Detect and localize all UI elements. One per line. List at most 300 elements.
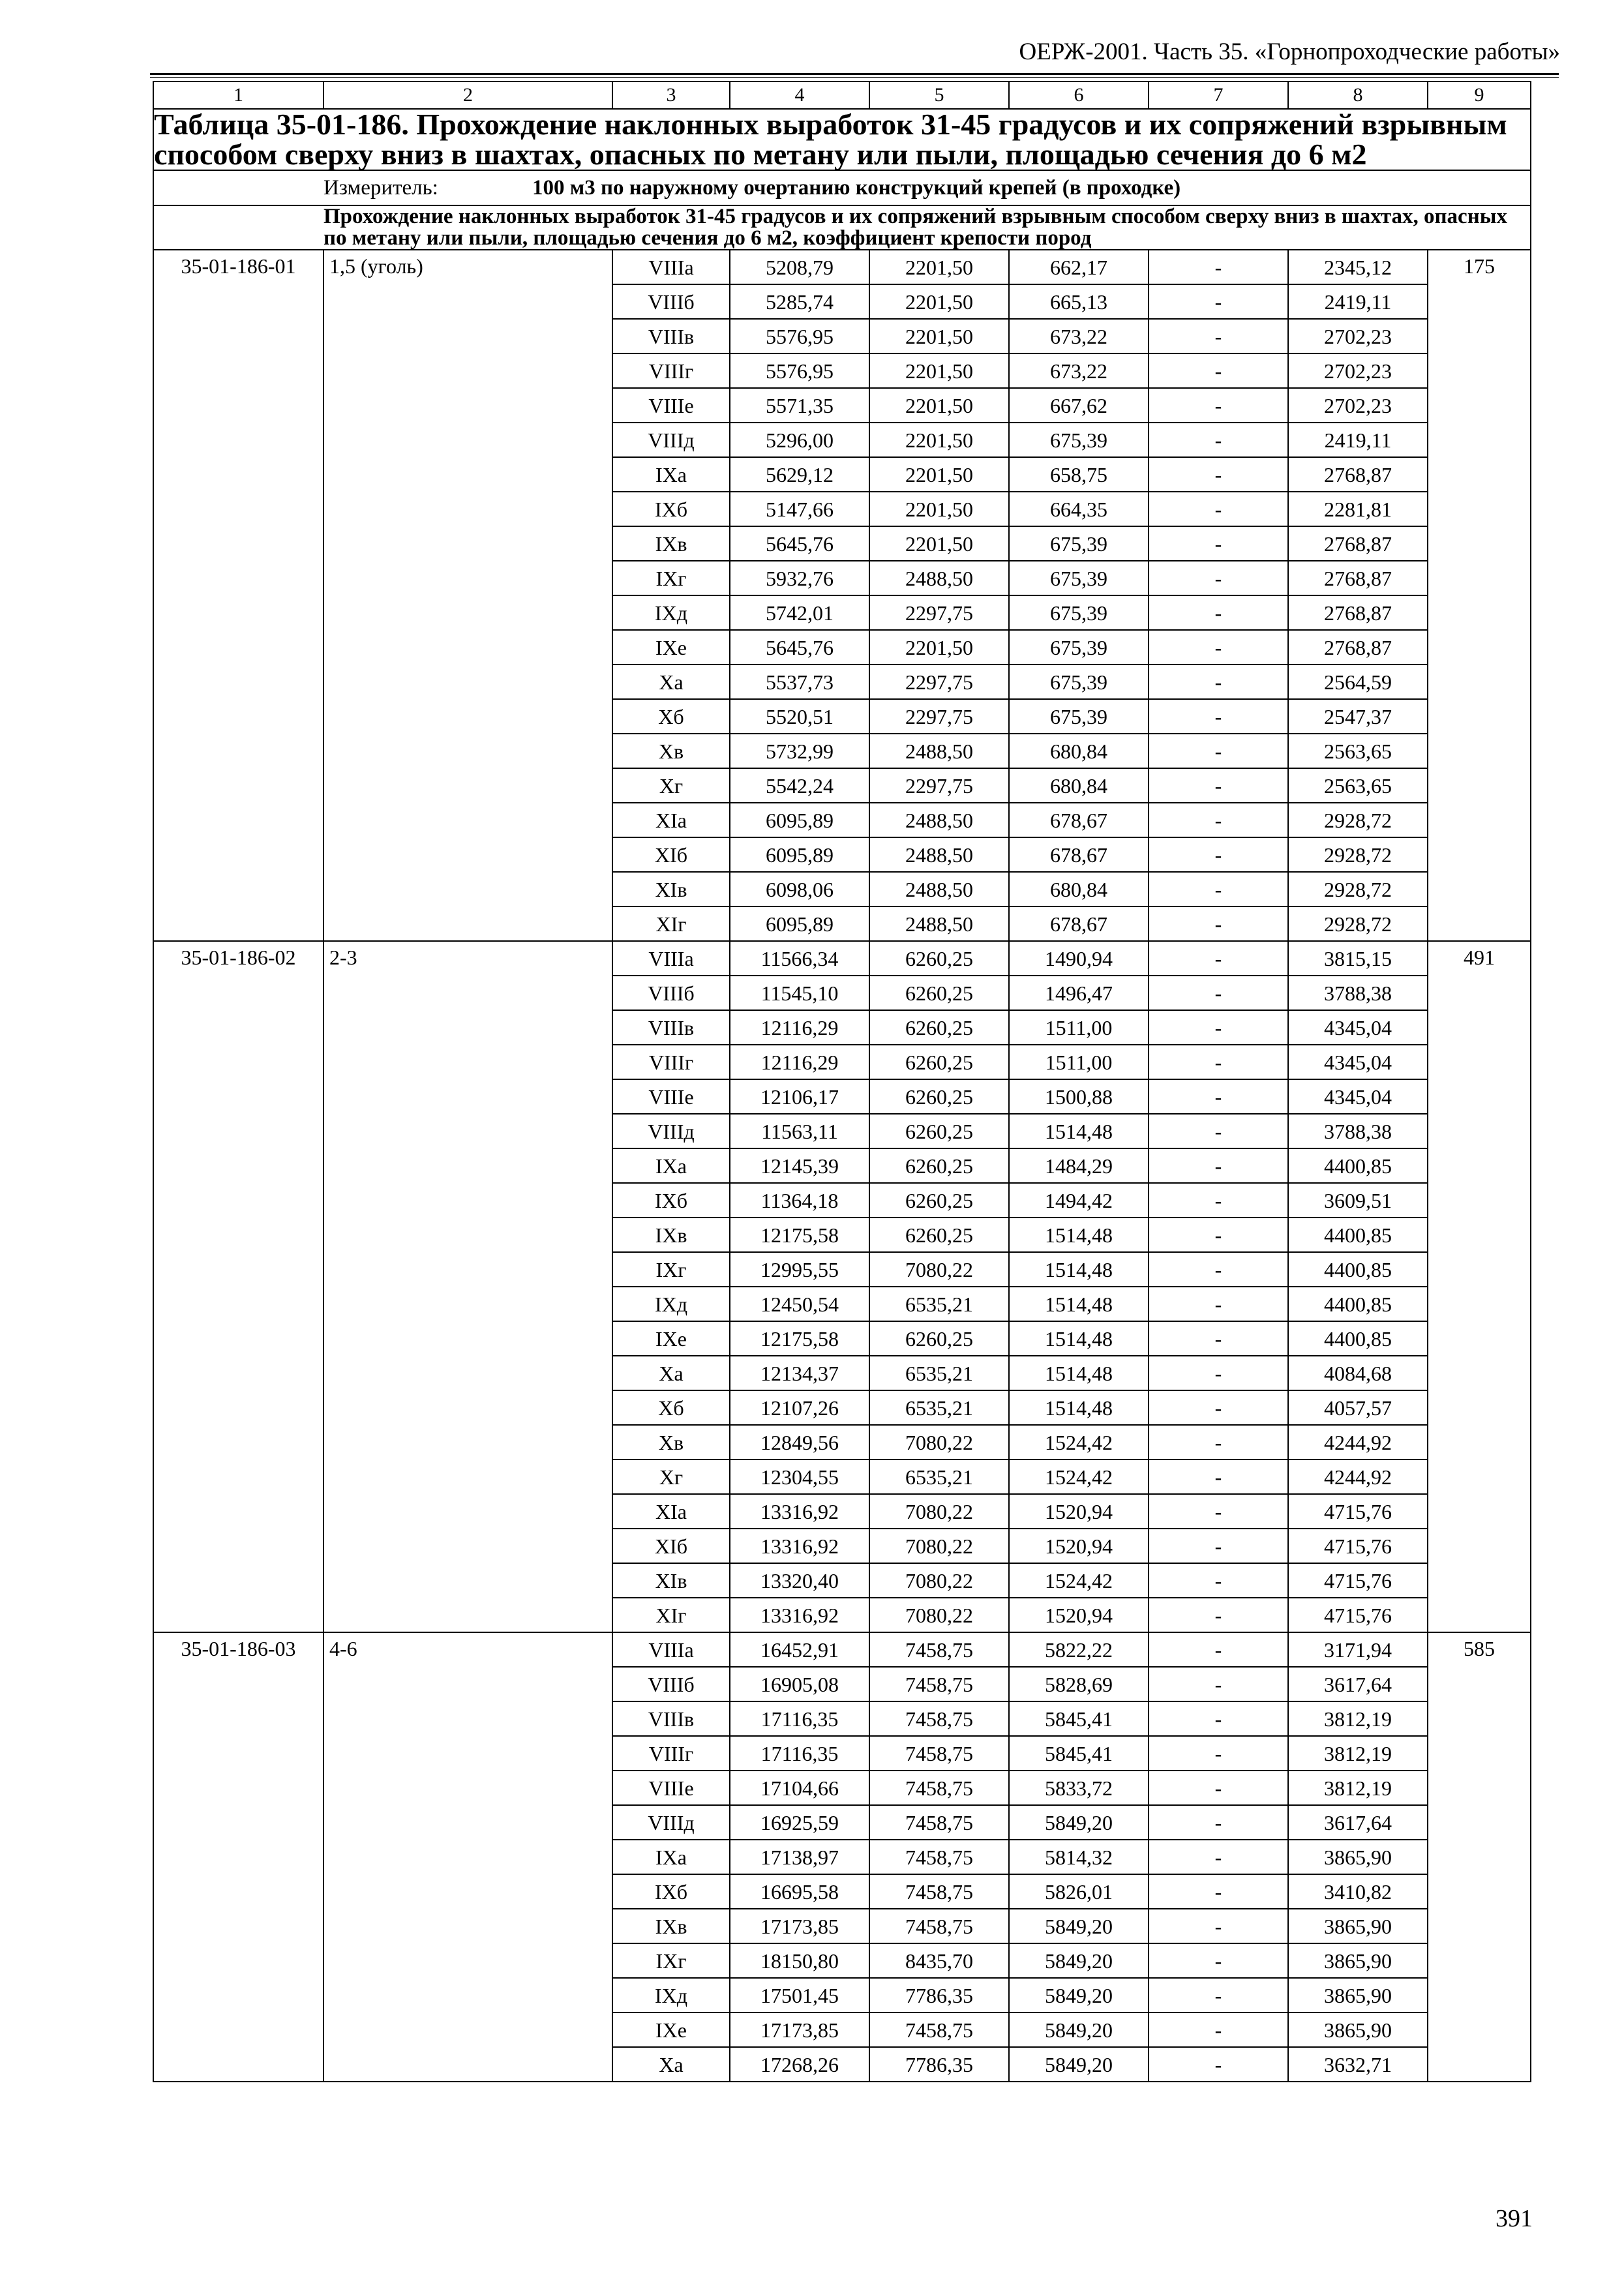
driver-wages-cell: - — [1149, 388, 1288, 423]
materials-cell: 2419,11 — [1288, 423, 1428, 457]
wages-cell: 7458,75 — [869, 1667, 1009, 1701]
wages-cell: 7458,75 — [869, 1736, 1009, 1771]
direct-costs-cell: 13316,92 — [730, 1598, 869, 1632]
direct-costs-cell: 11563,11 — [730, 1114, 869, 1148]
wages-cell: 2488,50 — [869, 906, 1009, 941]
materials-cell: 2768,87 — [1288, 457, 1428, 492]
direct-costs-cell: 12116,29 — [730, 1010, 869, 1045]
materials-cell: 2563,65 — [1288, 768, 1428, 803]
category-cell: IXе — [612, 630, 730, 665]
machines-cell: 1514,48 — [1009, 1218, 1149, 1252]
wages-cell: 2297,75 — [869, 665, 1009, 699]
driver-wages-cell: - — [1149, 803, 1288, 837]
materials-cell: 4400,85 — [1288, 1287, 1428, 1321]
materials-cell: 3632,71 — [1288, 2047, 1428, 2082]
wages-cell: 6535,21 — [869, 1459, 1009, 1494]
direct-costs-cell: 13316,92 — [730, 1529, 869, 1563]
direct-costs-cell: 5742,01 — [730, 595, 869, 630]
direct-costs-cell: 5208,79 — [730, 250, 869, 284]
direct-costs-cell: 17173,85 — [730, 2012, 869, 2047]
materials-cell: 3865,90 — [1288, 1978, 1428, 2012]
column-number: 1 — [153, 82, 323, 109]
direct-costs-cell: 17501,45 — [730, 1978, 869, 2012]
materials-cell: 4244,92 — [1288, 1459, 1428, 1494]
subtitle-spacer — [153, 205, 323, 250]
category-cell: Xг — [612, 1459, 730, 1494]
wages-cell: 2297,75 — [869, 768, 1009, 803]
driver-wages-cell: - — [1149, 768, 1288, 803]
direct-costs-cell: 17116,35 — [730, 1736, 869, 1771]
wages-cell: 6260,25 — [869, 1148, 1009, 1183]
materials-cell: 3865,90 — [1288, 1943, 1428, 1978]
materials-cell: 4715,76 — [1288, 1494, 1428, 1529]
table-row — [153, 250, 1531, 284]
materials-cell: 2928,72 — [1288, 837, 1428, 872]
category-cell: VIIIе — [612, 1079, 730, 1114]
wages-cell: 2201,50 — [869, 353, 1009, 388]
machines-cell: 1511,00 — [1009, 1045, 1149, 1079]
category-cell: IXд — [612, 1978, 730, 2012]
category-cell: VIIIе — [612, 388, 730, 423]
machines-cell: 1484,29 — [1009, 1148, 1149, 1183]
materials-cell: 3815,15 — [1288, 941, 1428, 976]
driver-wages-cell: - — [1149, 1494, 1288, 1529]
machines-cell: 680,84 — [1009, 872, 1149, 906]
category-cell: IXв — [612, 1909, 730, 1943]
category-cell: VIIIг — [612, 353, 730, 388]
driver-wages-cell: - — [1149, 872, 1288, 906]
driver-wages-cell: - — [1149, 941, 1288, 976]
machines-cell: 673,22 — [1009, 353, 1149, 388]
driver-wages-cell: - — [1149, 1909, 1288, 1943]
driver-wages-cell: - — [1149, 1598, 1288, 1632]
wages-cell: 6260,25 — [869, 1321, 1009, 1356]
wages-cell: 6535,21 — [869, 1356, 1009, 1390]
direct-costs-cell: 5932,76 — [730, 561, 869, 595]
table-row — [153, 941, 1531, 976]
machines-cell: 5849,20 — [1009, 1943, 1149, 1978]
wages-cell: 6260,25 — [869, 1010, 1009, 1045]
machines-cell: 1514,48 — [1009, 1321, 1149, 1356]
materials-cell: 2702,23 — [1288, 319, 1428, 353]
materials-cell: 3812,19 — [1288, 1771, 1428, 1805]
rate-code: 35-01-186-01 — [153, 250, 323, 941]
direct-costs-cell: 5571,35 — [730, 388, 869, 423]
materials-cell: 3609,51 — [1288, 1183, 1428, 1218]
measure-line — [153, 170, 1531, 205]
direct-costs-cell: 12175,58 — [730, 1321, 869, 1356]
materials-cell: 3788,38 — [1288, 1114, 1428, 1148]
materials-cell: 3171,94 — [1288, 1632, 1428, 1667]
driver-wages-cell: - — [1149, 1736, 1288, 1771]
category-cell: VIIIб — [612, 1667, 730, 1701]
wages-cell: 6260,25 — [869, 941, 1009, 976]
labor-cost: 175 — [1428, 250, 1531, 941]
wages-cell: 7080,22 — [869, 1252, 1009, 1287]
direct-costs-cell: 17138,97 — [730, 1840, 869, 1874]
materials-cell: 2768,87 — [1288, 595, 1428, 630]
category-cell: IXв — [612, 526, 730, 561]
wages-cell: 2297,75 — [869, 595, 1009, 630]
wages-cell: 7080,22 — [869, 1425, 1009, 1459]
machines-cell: 1514,48 — [1009, 1356, 1149, 1390]
materials-cell: 2928,72 — [1288, 803, 1428, 837]
materials-cell: 3617,64 — [1288, 1667, 1428, 1701]
machines-cell: 5814,32 — [1009, 1840, 1149, 1874]
machines-cell: 680,84 — [1009, 768, 1149, 803]
wages-cell: 6260,25 — [869, 1218, 1009, 1252]
machines-cell: 1511,00 — [1009, 1010, 1149, 1045]
machines-cell: 675,39 — [1009, 423, 1149, 457]
category-cell: VIIIг — [612, 1736, 730, 1771]
category-cell: IXд — [612, 595, 730, 630]
category-cell: XIб — [612, 837, 730, 872]
materials-cell: 2345,12 — [1288, 250, 1428, 284]
direct-costs-cell: 5576,95 — [730, 353, 869, 388]
direct-costs-cell: 5542,24 — [730, 768, 869, 803]
driver-wages-cell: - — [1149, 423, 1288, 457]
category-cell: VIIIа — [612, 250, 730, 284]
materials-cell: 4345,04 — [1288, 1010, 1428, 1045]
machines-cell: 678,67 — [1009, 906, 1149, 941]
driver-wages-cell: - — [1149, 1010, 1288, 1045]
wages-cell: 6260,25 — [869, 1183, 1009, 1218]
direct-costs-cell: 6095,89 — [730, 906, 869, 941]
direct-costs-cell: 12106,17 — [730, 1079, 869, 1114]
direct-costs-cell: 16452,91 — [730, 1632, 869, 1667]
category-cell: VIIIд — [612, 1114, 730, 1148]
wages-cell: 2201,50 — [869, 250, 1009, 284]
driver-wages-cell: - — [1149, 250, 1288, 284]
category-cell: Xб — [612, 699, 730, 734]
materials-cell: 2563,65 — [1288, 734, 1428, 768]
materials-cell: 4715,76 — [1288, 1529, 1428, 1563]
direct-costs-cell: 12134,37 — [730, 1356, 869, 1390]
materials-cell: 2547,37 — [1288, 699, 1428, 734]
machines-cell: 1514,48 — [1009, 1252, 1149, 1287]
materials-cell: 4084,68 — [1288, 1356, 1428, 1390]
driver-wages-cell: - — [1149, 1045, 1288, 1079]
wages-cell: 2201,50 — [869, 284, 1009, 319]
materials-cell: 3865,90 — [1288, 2012, 1428, 2047]
direct-costs-cell: 12145,39 — [730, 1148, 869, 1183]
category-cell: IXа — [612, 1148, 730, 1183]
direct-costs-cell: 5645,76 — [730, 630, 869, 665]
category-cell: IXб — [612, 1874, 730, 1909]
direct-costs-cell: 11566,34 — [730, 941, 869, 976]
driver-wages-cell: - — [1149, 561, 1288, 595]
driver-wages-cell: - — [1149, 526, 1288, 561]
wages-cell: 7080,22 — [869, 1598, 1009, 1632]
direct-costs-cell: 12304,55 — [730, 1459, 869, 1494]
category-cell: VIIIа — [612, 1632, 730, 1667]
materials-cell: 2928,72 — [1288, 872, 1428, 906]
direct-costs-cell: 5645,76 — [730, 526, 869, 561]
category-cell: IXе — [612, 1321, 730, 1356]
wages-cell: 6260,25 — [869, 1114, 1009, 1148]
driver-wages-cell: - — [1149, 1114, 1288, 1148]
machines-cell: 1520,94 — [1009, 1598, 1149, 1632]
machines-cell: 678,67 — [1009, 837, 1149, 872]
direct-costs-cell: 12849,56 — [730, 1425, 869, 1459]
wages-cell: 7458,75 — [869, 1840, 1009, 1874]
category-cell: XIб — [612, 1529, 730, 1563]
machines-cell: 1494,42 — [1009, 1183, 1149, 1218]
driver-wages-cell: - — [1149, 1701, 1288, 1736]
category-cell: VIIIд — [612, 1805, 730, 1840]
direct-costs-cell: 5285,74 — [730, 284, 869, 319]
driver-wages-cell: - — [1149, 2047, 1288, 2082]
machines-cell: 5828,69 — [1009, 1667, 1149, 1701]
machines-cell: 5849,20 — [1009, 1805, 1149, 1840]
machines-cell: 1496,47 — [1009, 976, 1149, 1010]
category-cell: IXб — [612, 492, 730, 526]
wages-cell: 2488,50 — [869, 803, 1009, 837]
materials-cell: 2702,23 — [1288, 353, 1428, 388]
driver-wages-cell: - — [1149, 2012, 1288, 2047]
direct-costs-cell: 17173,85 — [730, 1909, 869, 1943]
column-number: 2 — [323, 82, 612, 109]
materials-cell: 3865,90 — [1288, 1909, 1428, 1943]
direct-costs-cell: 5629,12 — [730, 457, 869, 492]
materials-cell: 3617,64 — [1288, 1805, 1428, 1840]
category-cell: Xа — [612, 2047, 730, 2082]
direct-costs-cell: 5520,51 — [730, 699, 869, 734]
direct-costs-cell: 17116,35 — [730, 1701, 869, 1736]
running-header: ОЕРЖ-2001. Часть 35. «Горнопроходческие работы» — [1019, 38, 1560, 65]
driver-wages-cell: - — [1149, 1459, 1288, 1494]
materials-cell: 3788,38 — [1288, 976, 1428, 1010]
direct-costs-cell: 12107,26 — [730, 1390, 869, 1425]
direct-costs-cell: 13320,40 — [730, 1563, 869, 1598]
category-cell: VIIIв — [612, 1701, 730, 1736]
labor-cost: 585 — [1428, 1632, 1531, 2082]
machines-cell: 675,39 — [1009, 630, 1149, 665]
category-cell: IXв — [612, 1218, 730, 1252]
category-cell: IXг — [612, 561, 730, 595]
header-divider — [150, 73, 1559, 78]
wages-cell: 7080,22 — [869, 1529, 1009, 1563]
rock-hardness: 1,5 (уголь) — [323, 250, 612, 941]
category-cell: Xг — [612, 768, 730, 803]
materials-cell: 4715,76 — [1288, 1563, 1428, 1598]
category-cell: VIIIа — [612, 941, 730, 976]
page-number: 391 — [1496, 2205, 1533, 2232]
category-cell: XIа — [612, 1494, 730, 1529]
materials-cell: 4400,85 — [1288, 1321, 1428, 1356]
measure-value: 100 м3 по наружному очертанию конструкций крепей (в проходке) — [532, 175, 1181, 200]
driver-wages-cell: - — [1149, 1287, 1288, 1321]
direct-costs-cell: 16695,58 — [730, 1874, 869, 1909]
driver-wages-cell: - — [1149, 1183, 1288, 1218]
direct-costs-cell: 5537,73 — [730, 665, 869, 699]
column-number-row — [153, 82, 1531, 109]
driver-wages-cell: - — [1149, 699, 1288, 734]
category-cell: VIIIв — [612, 1010, 730, 1045]
category-cell: Xа — [612, 1356, 730, 1390]
materials-cell: 4345,04 — [1288, 1079, 1428, 1114]
driver-wages-cell: - — [1149, 1252, 1288, 1287]
direct-costs-cell: 18150,80 — [730, 1943, 869, 1978]
driver-wages-cell: - — [1149, 1390, 1288, 1425]
wages-cell: 8435,70 — [869, 1943, 1009, 1978]
driver-wages-cell: - — [1149, 1356, 1288, 1390]
machines-cell: 1514,48 — [1009, 1390, 1149, 1425]
materials-cell: 3812,19 — [1288, 1701, 1428, 1736]
direct-costs-cell: 17268,26 — [730, 2047, 869, 2082]
machines-cell: 5845,41 — [1009, 1701, 1149, 1736]
rates-table — [153, 81, 1531, 2082]
category-cell: VIIIд — [612, 423, 730, 457]
category-cell: IXг — [612, 1252, 730, 1287]
driver-wages-cell: - — [1149, 1978, 1288, 2012]
direct-costs-cell: 5576,95 — [730, 319, 869, 353]
direct-costs-cell: 12995,55 — [730, 1252, 869, 1287]
materials-cell: 3865,90 — [1288, 1840, 1428, 1874]
machines-cell: 673,22 — [1009, 319, 1149, 353]
category-cell: XIа — [612, 803, 730, 837]
column-number: 7 — [1149, 82, 1288, 109]
driver-wages-cell: - — [1149, 976, 1288, 1010]
materials-cell: 4244,92 — [1288, 1425, 1428, 1459]
column-number: 3 — [612, 82, 730, 109]
column-number: 9 — [1428, 82, 1531, 109]
column-number: 6 — [1009, 82, 1149, 109]
direct-costs-cell: 12175,58 — [730, 1218, 869, 1252]
wages-cell: 2201,50 — [869, 526, 1009, 561]
machines-cell: 5822,22 — [1009, 1632, 1149, 1667]
driver-wages-cell: - — [1149, 1667, 1288, 1701]
category-cell: IXд — [612, 1287, 730, 1321]
machines-cell: 5833,72 — [1009, 1771, 1149, 1805]
category-cell: IXа — [612, 1840, 730, 1874]
direct-costs-cell: 5732,99 — [730, 734, 869, 768]
driver-wages-cell: - — [1149, 1874, 1288, 1909]
direct-costs-cell: 16905,08 — [730, 1667, 869, 1701]
machines-cell: 675,39 — [1009, 526, 1149, 561]
machines-cell: 5849,20 — [1009, 1978, 1149, 2012]
wages-cell: 2488,50 — [869, 837, 1009, 872]
direct-costs-cell: 5296,00 — [730, 423, 869, 457]
direct-costs-cell: 11545,10 — [730, 976, 869, 1010]
rock-hardness: 4-6 — [323, 1632, 612, 2082]
rock-hardness: 2-3 — [323, 941, 612, 1632]
driver-wages-cell: - — [1149, 1218, 1288, 1252]
category-cell: VIIIг — [612, 1045, 730, 1079]
machines-cell: 658,75 — [1009, 457, 1149, 492]
driver-wages-cell: - — [1149, 1840, 1288, 1874]
category-cell: VIIIб — [612, 976, 730, 1010]
wages-cell: 2201,50 — [869, 492, 1009, 526]
direct-costs-cell: 6095,89 — [730, 803, 869, 837]
table-row — [153, 1632, 1531, 1667]
column-number: 8 — [1288, 82, 1428, 109]
materials-cell: 2281,81 — [1288, 492, 1428, 526]
category-cell: VIIIв — [612, 319, 730, 353]
machines-cell: 675,39 — [1009, 595, 1149, 630]
materials-cell: 2768,87 — [1288, 630, 1428, 665]
machines-cell: 678,67 — [1009, 803, 1149, 837]
wages-cell: 2297,75 — [869, 699, 1009, 734]
category-cell: IXб — [612, 1183, 730, 1218]
wages-cell: 2201,50 — [869, 423, 1009, 457]
wages-cell: 7458,75 — [869, 1874, 1009, 1909]
driver-wages-cell: - — [1149, 1805, 1288, 1840]
direct-costs-cell: 12450,54 — [730, 1287, 869, 1321]
wages-cell: 2488,50 — [869, 734, 1009, 768]
driver-wages-cell: - — [1149, 665, 1288, 699]
machines-cell: 5849,20 — [1009, 2047, 1149, 2082]
machines-cell: 1500,88 — [1009, 1079, 1149, 1114]
category-cell: IXа — [612, 457, 730, 492]
driver-wages-cell: - — [1149, 492, 1288, 526]
section-subtitle: Прохождение наклонных выработок 31-45 градусов и их сопряжений взрывным способом сверху вниз в шахтах, опасных по метану или пыли, площадью сечения до 6 м2, коэффициент крепости пород — [323, 205, 1531, 250]
machines-cell: 680,84 — [1009, 734, 1149, 768]
materials-cell: 2564,59 — [1288, 665, 1428, 699]
rate-code: 35-01-186-02 — [153, 941, 323, 1632]
driver-wages-cell: - — [1149, 630, 1288, 665]
driver-wages-cell: - — [1149, 1771, 1288, 1805]
driver-wages-cell: - — [1149, 1563, 1288, 1598]
wages-cell: 7458,75 — [869, 1771, 1009, 1805]
machines-cell: 1524,42 — [1009, 1459, 1149, 1494]
wages-cell: 2201,50 — [869, 630, 1009, 665]
wages-cell: 7458,75 — [869, 1632, 1009, 1667]
wages-cell: 2488,50 — [869, 561, 1009, 595]
machines-cell: 1514,48 — [1009, 1114, 1149, 1148]
machines-cell: 667,62 — [1009, 388, 1149, 423]
category-cell: XIв — [612, 872, 730, 906]
wages-cell: 7458,75 — [869, 1701, 1009, 1736]
wages-cell: 6260,25 — [869, 1045, 1009, 1079]
machines-cell: 5845,41 — [1009, 1736, 1149, 1771]
category-cell: XIг — [612, 906, 730, 941]
driver-wages-cell: - — [1149, 1943, 1288, 1978]
materials-cell: 2768,87 — [1288, 561, 1428, 595]
driver-wages-cell: - — [1149, 1425, 1288, 1459]
wages-cell: 6535,21 — [869, 1287, 1009, 1321]
materials-cell: 4057,57 — [1288, 1390, 1428, 1425]
driver-wages-cell: - — [1149, 734, 1288, 768]
driver-wages-cell: - — [1149, 595, 1288, 630]
materials-cell: 2928,72 — [1288, 906, 1428, 941]
direct-costs-cell: 13316,92 — [730, 1494, 869, 1529]
driver-wages-cell: - — [1149, 353, 1288, 388]
rate-code: 35-01-186-03 — [153, 1632, 323, 2082]
category-cell: IXг — [612, 1943, 730, 1978]
category-cell: VIIIб — [612, 284, 730, 319]
direct-costs-cell: 11364,18 — [730, 1183, 869, 1218]
table-title: Таблица 35-01-186. Прохождение наклонных выработок 31-45 градусов и их сопряжений взрывным способом сверху вниз в шахтах, опасных по метану или пыли, площадью сечения до 6 м2 — [153, 109, 1531, 170]
driver-wages-cell: - — [1149, 457, 1288, 492]
machines-cell: 1490,94 — [1009, 941, 1149, 976]
materials-cell: 2702,23 — [1288, 388, 1428, 423]
wages-cell: 7458,75 — [869, 2012, 1009, 2047]
labor-cost: 491 — [1428, 941, 1531, 1632]
measure-label: Измеритель: — [323, 175, 438, 200]
materials-cell: 3410,82 — [1288, 1874, 1428, 1909]
wages-cell: 7786,35 — [869, 2047, 1009, 2082]
machines-cell: 5849,20 — [1009, 2012, 1149, 2047]
materials-cell: 2768,87 — [1288, 526, 1428, 561]
driver-wages-cell: - — [1149, 837, 1288, 872]
wages-cell: 6260,25 — [869, 1079, 1009, 1114]
direct-costs-cell: 12116,29 — [730, 1045, 869, 1079]
machines-cell: 665,13 — [1009, 284, 1149, 319]
category-cell: XIв — [612, 1563, 730, 1598]
column-number: 4 — [730, 82, 869, 109]
direct-costs-cell: 17104,66 — [730, 1771, 869, 1805]
